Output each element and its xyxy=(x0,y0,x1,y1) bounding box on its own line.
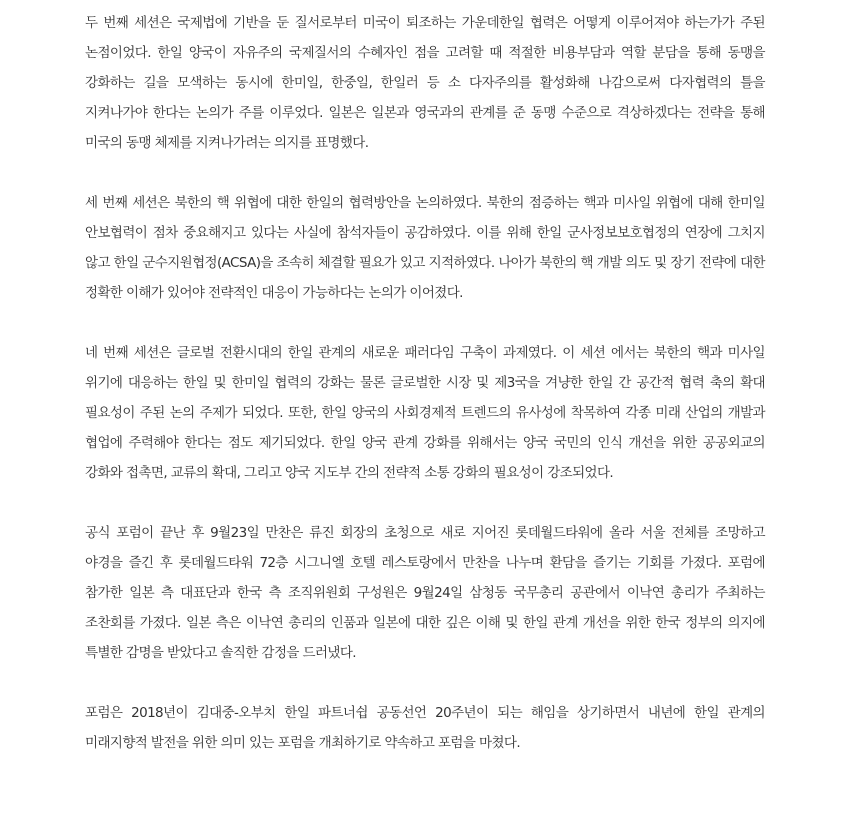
paragraph-session-three: 세 번째 세션은 북한의 핵 위협에 대한 한일의 협력방안을 논의하였다. 북한의 점증하는 핵과 미사일 위협에 대해 한미일 안보협력이 점차 중요해지고 있다는 사실에 참석자들이 공감하였다. 이를 위해 한일 군사정보보호협정의 연장에 그치지 않고 한일 군수지원협정(ACSA)을 조속히 체결할 필요가 있고 지적하였다. 나아가 북한의 핵 개발 의도 및 장기 전략에 대한 정확한 이해가 있어야 전략적인 대응이 가능하다는 논의가 이어졌다. xyxy=(85,195,765,301)
paragraph-session-four: 네 번째 세션은 글로벌 전환시대의 한일 관계의 새로운 패러다임 구축이 과제였다. 이 세션 에서는 북한의 핵과 미사일 위기에 대응하는 한일 및 한미일 협력의 강화는 물론 글로벌한 시장 및 제3국을 겨냥한 한일 간 공간적 협력 축의 확대 필요성이 주된 논의 주제가 되었다. 또한, 한일 양국의 사회경제적 트렌드의 유사성에 착목하여 각종 미래 산업의 개발과 협업에 주력해야 한다는 점도 제기되었다. 한일 양국 관계 강화를 위해서는 양국 국민의 인식 개선을 위한 공공외교의 강화와 접촉면, 교류의 확대, 그리고 양국 지도부 간의 전략적 소통 강화의 필요성이 강조되었다. xyxy=(85,345,765,481)
paragraph-closing: 포럼은 2018년이 김대중-오부치 한일 파트너쉽 공동선언 20주년이 되는 해임을 상기하면서 내년에 한일 관계의 미래지향적 발전을 위한 의미 있는 포럼을 개최하기로 약속하고 포럼을 마쳤다. xyxy=(85,705,765,751)
paragraph-session-two: 두 번째 세션은 국제법에 기반을 둔 질서로부터 미국이 퇴조하는 가운데한일 협력은 어떻게 이루어져야 하는가가 주된 논점이었다. 한일 양국이 자유주의 국제질서의 수혜자인 점을 고려할 때 적절한 비용부담과 역할 분담을 통해 동맹을 강화하는 길을 모색하는 동시에 한미일, 한중일, 한일러 등 소 다자주의를 활성화해 나감으로써 다자협력의 틀을 지켜나가야 한다는 논의가 주를 이루었다. 일본은 일본과 영국과의 관계를 준 동맹 수준으로 격상하겠다는 전략을 통해 미국의 동맹 체제를 지켜나가려는 의지를 표명했다. xyxy=(85,15,765,151)
paragraph-dinner-breakfast: 공식 포럼이 끝난 후 9월23일 만찬은 류진 회장의 초청으로 새로 지어진 롯데월드타워에 올라 서울 전체를 조망하고 야경을 즐긴 후 롯데월드타워 72층 시그니엘 호텔 레스토랑에서 만찬을 나누며 환담을 즐기는 기회를 가졌다. 포럼에 참가한 일본 측 대표단과 한국 측 조직위원회 구성원은 9월24일 삼청동 국무총리 공관에서 이낙연 총리가 주최하는 조찬회를 가졌다. 일본 측은 이낙연 총리의 인품과 일본에 대한 깊은 이해 및 한일 관계 개선을 위한 한국 정부의 의지에 특별한 감명을 받았다고 솔직한 감정을 드러냈다. xyxy=(85,525,765,661)
article-body xyxy=(85,8,765,788)
